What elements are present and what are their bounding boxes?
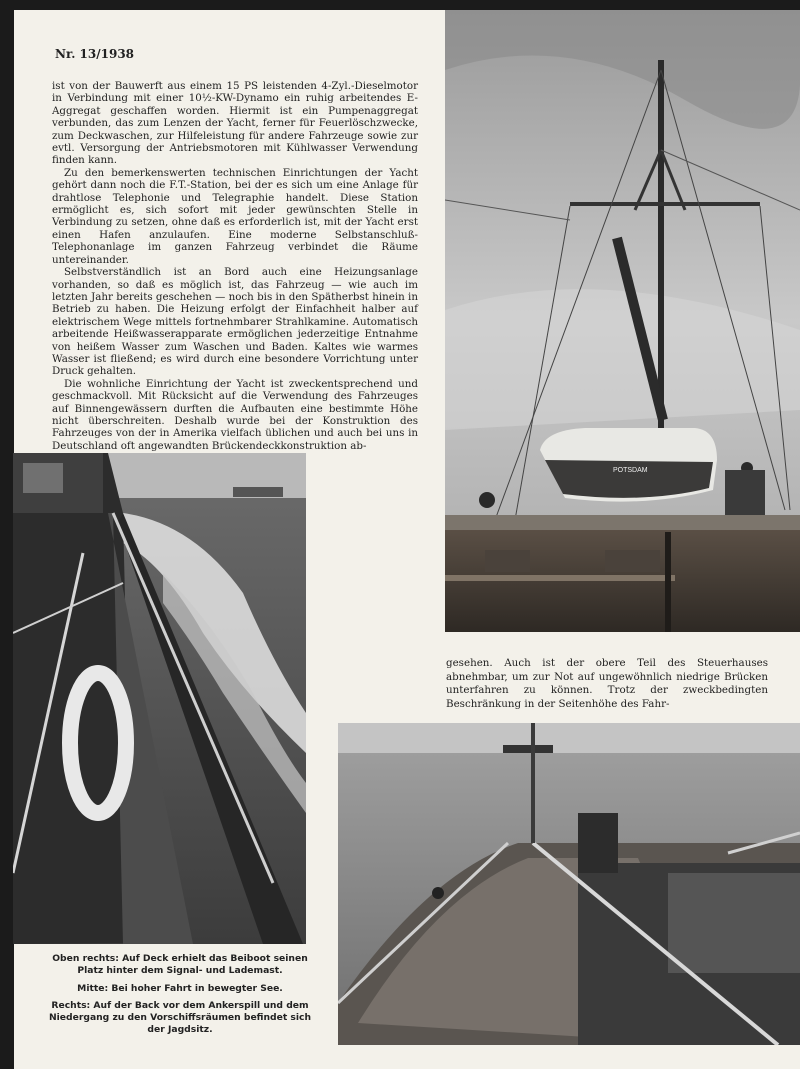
photo-rough-sea	[13, 453, 306, 944]
caption-middle: Mitte: Bei hoher Fahrt in bewegter See.	[77, 982, 283, 994]
issue-number: Nr. 13/1938	[55, 47, 135, 61]
boat-name-label: POTSDAM	[613, 467, 648, 474]
article-paragraph: Die wohnliche Einrichtung der Yacht ist zweckentsprechend und geschmackvoll. Mit Rücksicht auf die Verwendung des Fahrzeuges auf Binnengewässern durften die Aufbauten eine bestimmte Höhe nicht überschreiten. Deshalb wurde bei der Konstruktion des Fahrzeuges von der in Amerika vielfach üblichen und auch bei uns in Deutschland oft angewandten Brückendeckkonstruktion ab-	[52, 377, 418, 452]
article-paragraph: Zu den bemerkenswerten technischen Einrichtungen der Yacht gehört dann noch die F.T.-Station, bei der es sich um eine Anlage für drahtlose Telephonie und Telegraphie handelt. Diese Station ermöglicht es, sich sofort mit jeder gewünschten Stelle in Verbindung zu setzen, ohne daß es erforderlich ist, mit der Yacht erst einen Hafen anzulaufen. Eine moderne Selbstanschluß-Telephonanlage im ganzen Fahrzeug verbindet die Räume untereinander.	[52, 166, 418, 266]
article-paragraph: ist von der Bauwerft aus einem 15 PS leistenden 4-Zyl.-Dieselmotor in Verbindung mit einer 10½-KW-Dynamo ein ruhig arbeitendes E-Aggregat geschaffen worden. Hiermit ist ein Pumpenaggregat verbunden, das zum Lenzen der Yacht, ferner für Feuerlöschzwecke, zum Deckwaschen, zur Hilfeleistung für andere Fahrzeuge sowie zur evtl. Versorgung der Antriebsmotoren mit Kühlwasser Verwendung finden kann.	[52, 80, 418, 167]
article-paragraph: Selbstverständlich ist an Bord auch eine Heizungsanlage vorhanden, so daß es möglich ist, das Fahrzeug — wie auch im letzten Jahr bereits geschehen — noch bis in den Spätherbst hinein in Betrieb zu haben. Die Heizung erfolgt der Einfachheit halber auf elektrischem Wege mittels fortnehmbarer Strahlkamine. Automatisch arbeitende Heißwasserapparate ermöglichen jederzeitige Entnahme von heißem Wasser zum Waschen und Baden. Kaltes wie warmes Wasser ist fließend; es wird durch eine besondere Vorrichtung unter Druck gehalten.	[52, 266, 418, 378]
photo-mast-dinghy	[445, 10, 800, 632]
scan-top-border	[0, 0, 800, 10]
caption-right: Rechts: Auf der Back vor dem Ankerspill und dem Niedergang zu den Vorschiffsräumen befindet sich der Jagdsitz.	[48, 1000, 312, 1035]
article-column	[52, 80, 418, 452]
photo-bow-deck	[338, 723, 800, 1045]
article-continuation: gesehen. Auch ist der obere Teil des Steuerhauses abnehmbar, um zur Not auf ungewöhnlich niedrige Brücken unterfahren zu können. Trotz der zweckbedingten Beschränkung in der Seitenhöhe des Fahr-	[446, 657, 768, 710]
photo-captions	[40, 953, 320, 1042]
caption-top-right: Oben rechts: Auf Deck erhielt das Beiboot seinen Platz hinter dem Signal- und Lademast.	[52, 953, 308, 976]
